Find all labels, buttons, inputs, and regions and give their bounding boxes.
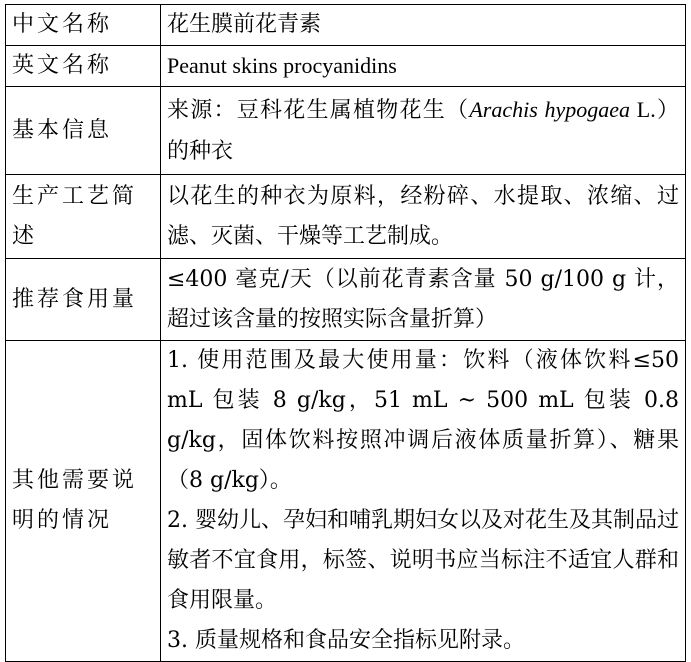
label-process: 生产工艺简述 <box>6 175 161 259</box>
label-recommended-intake: 推荐食用量 <box>6 259 161 341</box>
note-item: 3. 质量规格和食品安全指标见附录。 <box>167 628 525 653</box>
value-chinese-name: 花生膜前花青素 <box>161 5 686 46</box>
note-item: 2. 婴幼儿、孕妇和哺乳期妇女以及对花生及其制品过敏者不宜食用，标签、说明书应当标注不适宜人群和食用限量。 <box>167 508 679 613</box>
value-process: 以花生的种衣为原料，经粉碎、水提取、浓缩、过滤、灭菌、干燥等工艺制成。 <box>161 175 686 259</box>
note-item: 1. 使用范围及最大使用量：饮料（液体饮料≤50 mL 包装 8 g/kg，51 mL ~ 500 mL 包装 0.8 g/kg，固体饮料按照冲调后液体质量折算）、糖果（8 g/kg）。 <box>167 348 679 493</box>
label-basic-info: 基本信息 <box>6 87 161 175</box>
label-english-name: 英文名称 <box>6 46 161 87</box>
value-basic-info <box>161 87 686 175</box>
label-chinese-name: 中文名称 <box>6 5 161 46</box>
table-row <box>6 341 686 662</box>
latin-species-name: Arachis hypogaea <box>469 96 631 122</box>
value-other-notes <box>161 341 686 662</box>
source-text-tail: L.）的种衣 <box>167 96 679 163</box>
table-row <box>6 46 686 87</box>
table-row <box>6 175 686 259</box>
label-other-notes: 其他需要说明的情况 <box>6 341 161 662</box>
info-table <box>5 4 686 662</box>
table-row <box>6 259 686 341</box>
table-row <box>6 87 686 175</box>
table-row <box>6 5 686 46</box>
value-english-name: Peanut skins procyanidins <box>161 46 686 87</box>
source-text: 来源：豆科花生属植物花生（ <box>167 97 470 123</box>
value-recommended-intake: ≤400 毫克/天（以前花青素含量 50 g/100 g 计，超过该含量的按照实际含量折算） <box>161 259 686 341</box>
